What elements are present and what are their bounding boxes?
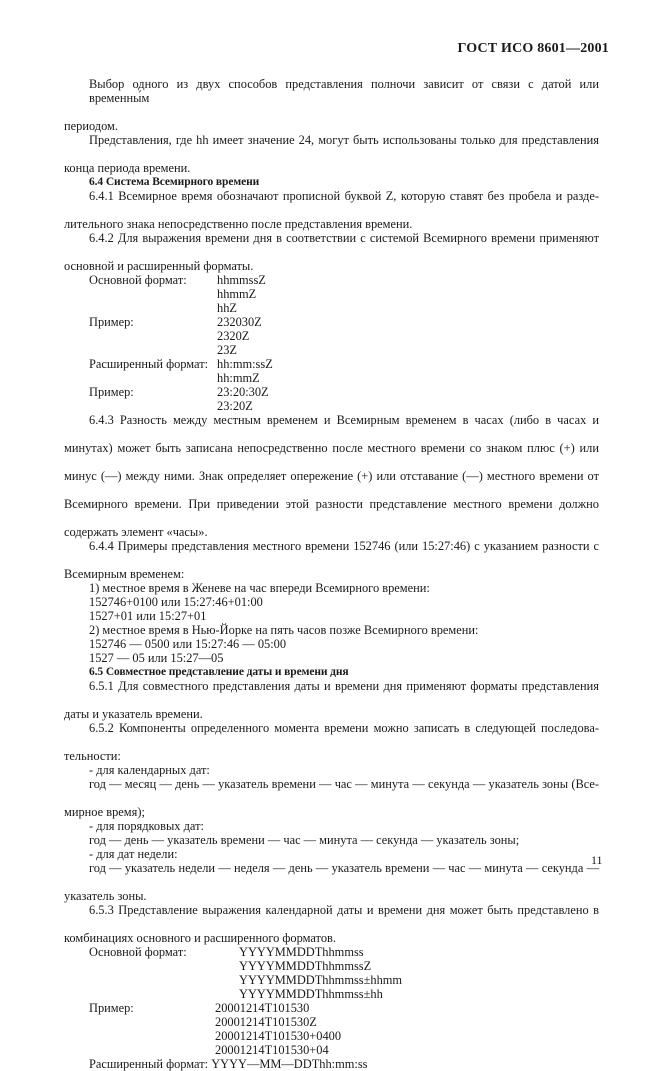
example-geneva: 1) местное время в Женеве на час впереди Всемирного времени: bbox=[89, 581, 430, 595]
paragraph-6-4-3-line: минутах) может быть записана непосредственно после местного времени со знаком плюс (+) или bbox=[64, 441, 599, 455]
paragraph-6-5-1: 6.5.1 Для совместного представления даты и времени дня применяют форматы представления bbox=[89, 679, 599, 693]
format-row: Основной формат: hhmmssZ bbox=[89, 273, 266, 287]
format-row: 23Z bbox=[217, 343, 237, 357]
week-sequence: год — указатель недели — неделя — день — указатель времени — час — минута — секунда — bbox=[89, 861, 599, 875]
format-row: 20001214T101530+0400 bbox=[215, 1029, 342, 1043]
format-row: Пример: 20001214T101530 bbox=[89, 1001, 310, 1015]
format-row: 20001214T101530+04 bbox=[215, 1043, 329, 1057]
extended-format-line: Расширенный формат: YYYY—MM—DDThh:mm:ss bbox=[89, 1057, 368, 1071]
week-sequence-end: указатель зоны. bbox=[64, 889, 147, 903]
calendar-sequence-end: мирное время); bbox=[64, 805, 145, 819]
paragraph-6-4-3-end: содержать элемент «часы». bbox=[64, 525, 208, 539]
format-row: Пример: 232030Z bbox=[89, 315, 262, 329]
page-body bbox=[64, 77, 599, 1071]
paragraph-6-4-3-line: минус (—) между ними. Знак определяет опережение (+) или отставание (—) местного времени от bbox=[64, 469, 599, 483]
document-header: ГОСТ ИСО 8601—2001 bbox=[457, 41, 609, 56]
paragraph-6-4-3: 6.4.3 Разность между местным временем и Всемирным временем в часах (либо в часах и bbox=[89, 413, 599, 427]
paragraph-6-4-3-line: Всемирного времени. При приведении этой разности представление местного времени должно bbox=[64, 497, 599, 511]
paragraph-6-4-1-end: лительного знака непосредственно после представления времени. bbox=[64, 217, 413, 231]
paragraph-6-4-4-end: Всемирным временем: bbox=[64, 567, 185, 581]
format-row: YYYYMMDDThhmmss±hh bbox=[239, 987, 383, 1001]
format-row: Пример: 23:20:30Z bbox=[89, 385, 269, 399]
example-value: 1527+01 или 15:27+01 bbox=[89, 609, 207, 623]
example-new-york: 2) местное время в Нью-Йорке на пять часов позже Всемирного времени: bbox=[89, 623, 479, 637]
paragraph-24h-end: конца периода времени. bbox=[64, 161, 191, 175]
paragraph-6-4-4: 6.4.4 Примеры представления местного времени 152746 (или 15:27:46) с указанием разности с bbox=[89, 539, 599, 553]
format-row: hh:mmZ bbox=[217, 371, 260, 385]
paragraph-midnight-end: периодом. bbox=[64, 119, 118, 133]
paragraph-6-5-3: 6.5.3 Представление выражения календарной даты и времени дня может быть представлено в bbox=[89, 903, 599, 917]
format-row: hhZ bbox=[217, 301, 237, 315]
page-number: 11 bbox=[591, 853, 603, 867]
paragraph-6-4-2-end: основной и расширенный форматы. bbox=[64, 259, 254, 273]
paragraph-6-4-2: 6.4.2 Для выражения времени дня в соответствии с системой Всемирного времени применяют bbox=[89, 231, 599, 245]
example-value: 1527 — 05 или 15:27—05 bbox=[89, 651, 224, 665]
paragraph-24h: Представления, где hh имеет значение 24, могут быть использованы только для представления bbox=[89, 133, 599, 147]
section-6-4-title: 6.4 Система Всемирного времени bbox=[89, 176, 260, 188]
ordinal-dates-label: - для порядковых дат: bbox=[89, 819, 204, 833]
week-dates-label: - для дат недели: bbox=[89, 847, 178, 861]
example-value: 152746+0100 или 15:27:46+01:00 bbox=[89, 595, 263, 609]
format-row: YYYYMMDDThhmmss±hhmm bbox=[239, 973, 403, 987]
format-row: hhmmZ bbox=[217, 287, 257, 301]
format-row: 23:20Z bbox=[217, 399, 253, 413]
ordinal-sequence: год — день — указатель времени — час — минута — секунда — указатель зоны; bbox=[89, 833, 520, 847]
format-row: YYYYMMDDThhmmssZ bbox=[239, 959, 372, 973]
paragraph-6-5-2: 6.5.2 Компоненты определенного момента времени можно записать в следующей последова- bbox=[89, 721, 599, 735]
paragraph-midnight: Выбор одного из двух способов представления полночи зависит от связи с датой или временны́м bbox=[89, 77, 599, 105]
format-row: 20001214T101530Z bbox=[215, 1015, 317, 1029]
format-row: Расширенный формат: hh:mm:ssZ bbox=[89, 357, 273, 371]
section-6-5-title: 6.5 Совместное представление даты и времени дня bbox=[89, 666, 349, 678]
paragraph-6-5-1-end: даты и указатель времени. bbox=[64, 707, 203, 721]
format-row: Основной формат: YYYYMMDDThhmmss bbox=[89, 945, 364, 959]
format-row: 2320Z bbox=[217, 329, 250, 343]
paragraph-6-5-3-end: комбинациях основного и расширенного форматов. bbox=[64, 931, 336, 945]
paragraph-6-5-2-end: тельности: bbox=[64, 749, 121, 763]
calendar-sequence: год — месяц — день — указатель времени — час — минута — секунда — указатель зоны (Все- bbox=[89, 777, 599, 791]
calendar-dates-label: - для календарных дат: bbox=[89, 763, 210, 777]
paragraph-6-4-1: 6.4.1 Всемирное время обозначают прописной буквой Z, которую ставят без пробела и разде- bbox=[89, 189, 599, 203]
example-value: 152746 — 0500 или 15:27:46 — 05:00 bbox=[89, 637, 287, 651]
